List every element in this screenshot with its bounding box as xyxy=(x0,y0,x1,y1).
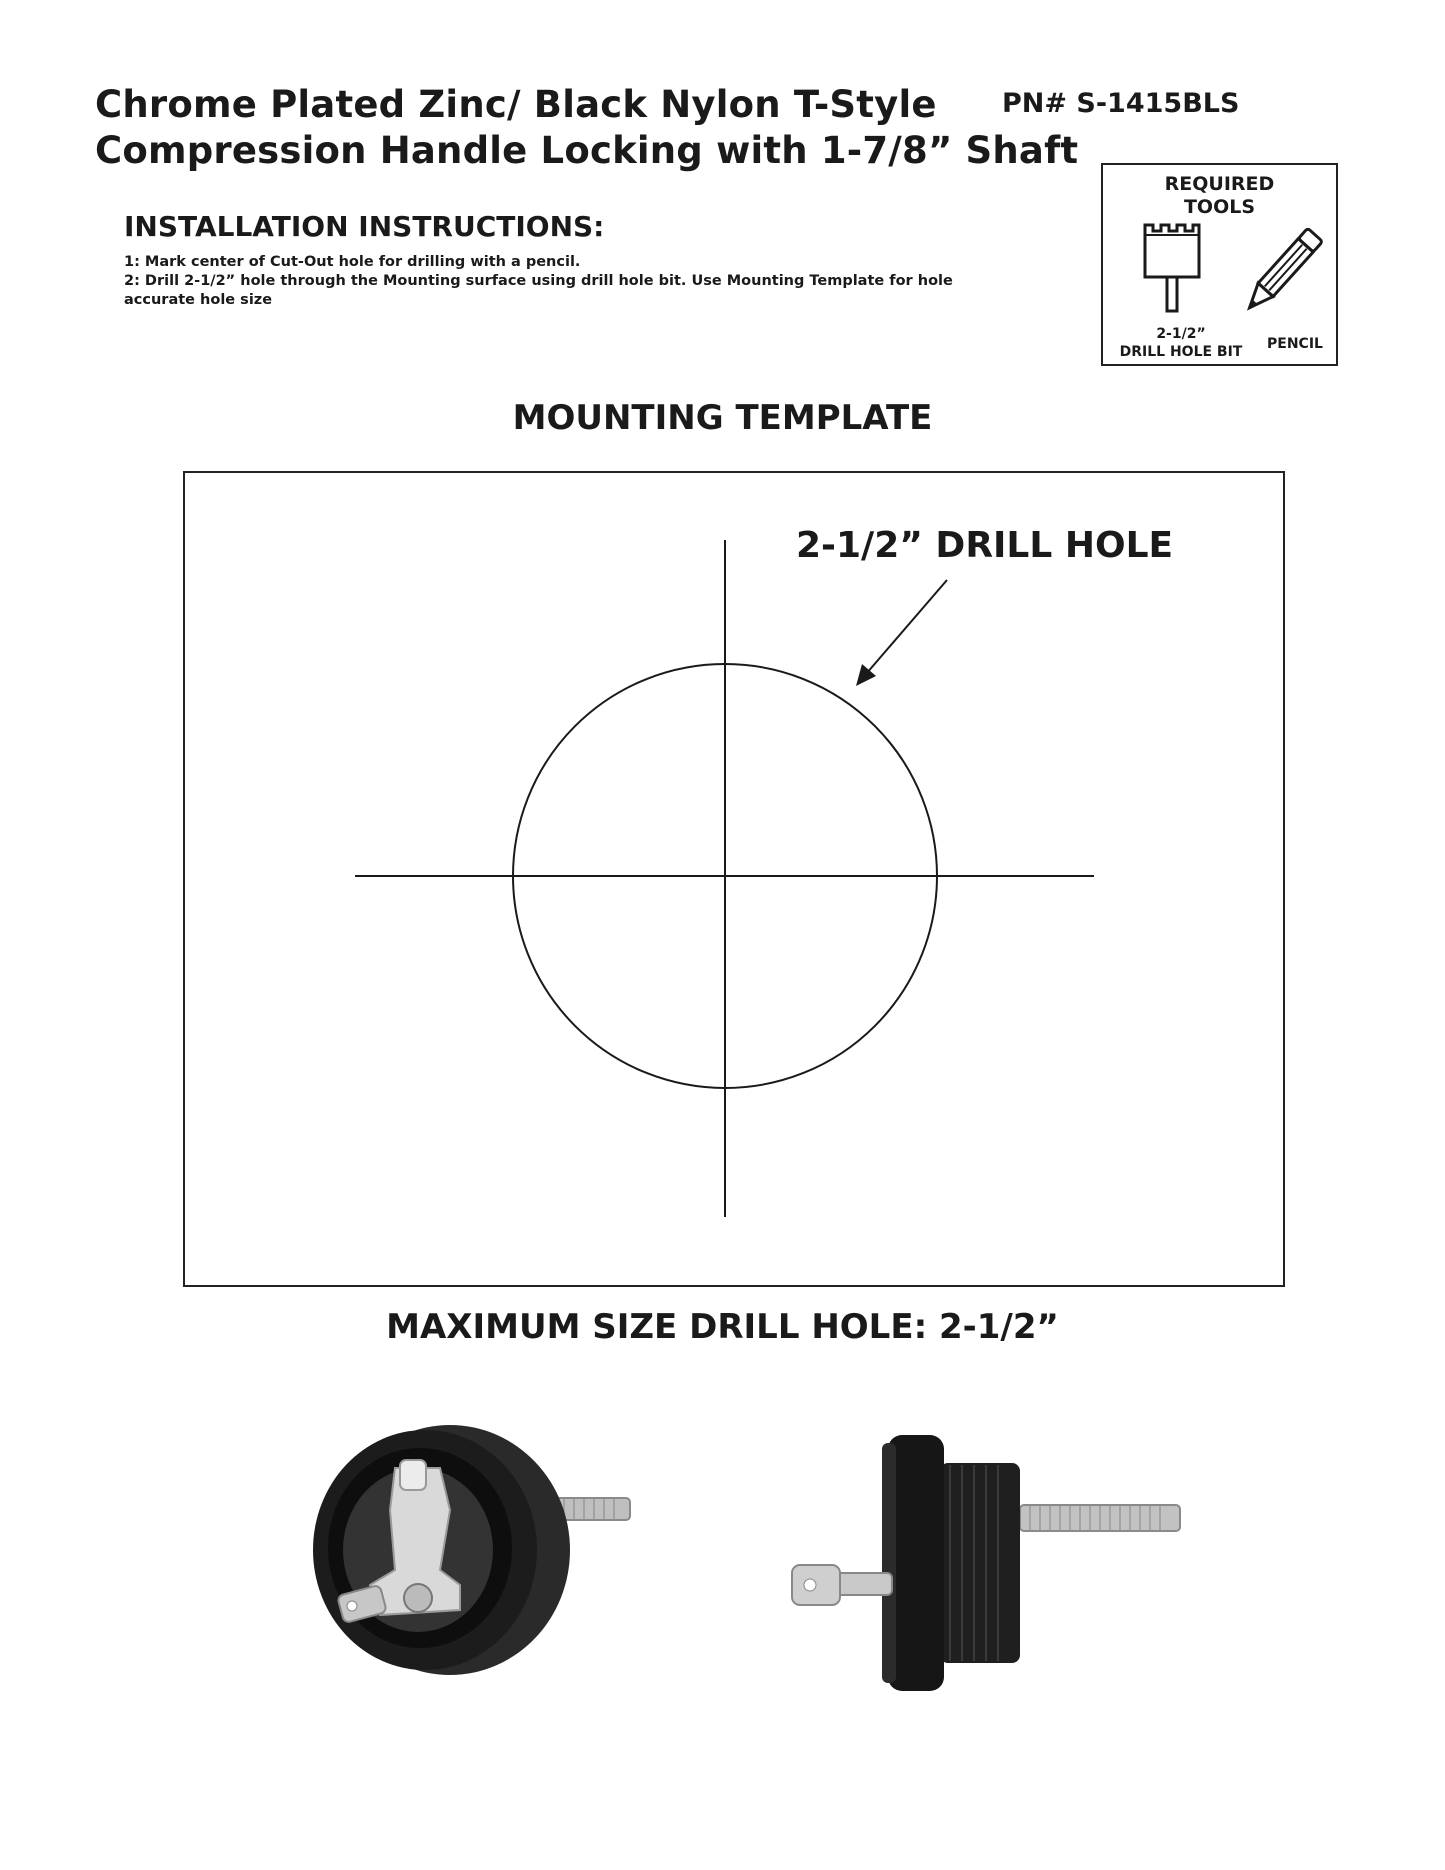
handle-side-view-image xyxy=(790,1425,1200,1695)
required-tools-title-line2: TOOLS xyxy=(1183,196,1256,218)
maximum-drill-size: MAXIMUM SIZE DRILL HOLE: 2-1/2” xyxy=(386,1307,1059,1347)
drill-hole-label: 2-1/2” DRILL HOLE xyxy=(796,525,1174,566)
product-title-line1: Chrome Plated Zinc/ Black Nylon T-Style xyxy=(95,83,937,126)
pencil-label: PENCIL xyxy=(1267,336,1323,352)
instruction-step-2: 2: Drill 2-1/2” hole through the Mounting surface using drill hole bit. Use Mounting Template for hole accurate hole size xyxy=(124,273,953,308)
product-title-line2: Compression Handle Locking with 1-7/8” Shaft xyxy=(95,129,1079,172)
handle-front-view-image xyxy=(300,1410,640,1700)
drill-bit-name: DRILL HOLE BIT xyxy=(1119,344,1243,360)
drill-hole-arrow-shaft xyxy=(866,580,947,674)
instructions-heading: INSTALLATION INSTRUCTIONS: xyxy=(124,210,605,243)
mounting-template-heading: MOUNTING TEMPLATE xyxy=(512,398,933,438)
part-number: PN# S-1415BLS xyxy=(1002,88,1240,119)
drill-bit-size: 2-1/2” xyxy=(1156,326,1206,342)
required-tools-title-line1: REQUIRED xyxy=(1164,173,1275,195)
instruction-step-1: 1: Mark center of Cut-Out hole for drilling with a pencil. xyxy=(124,254,581,270)
